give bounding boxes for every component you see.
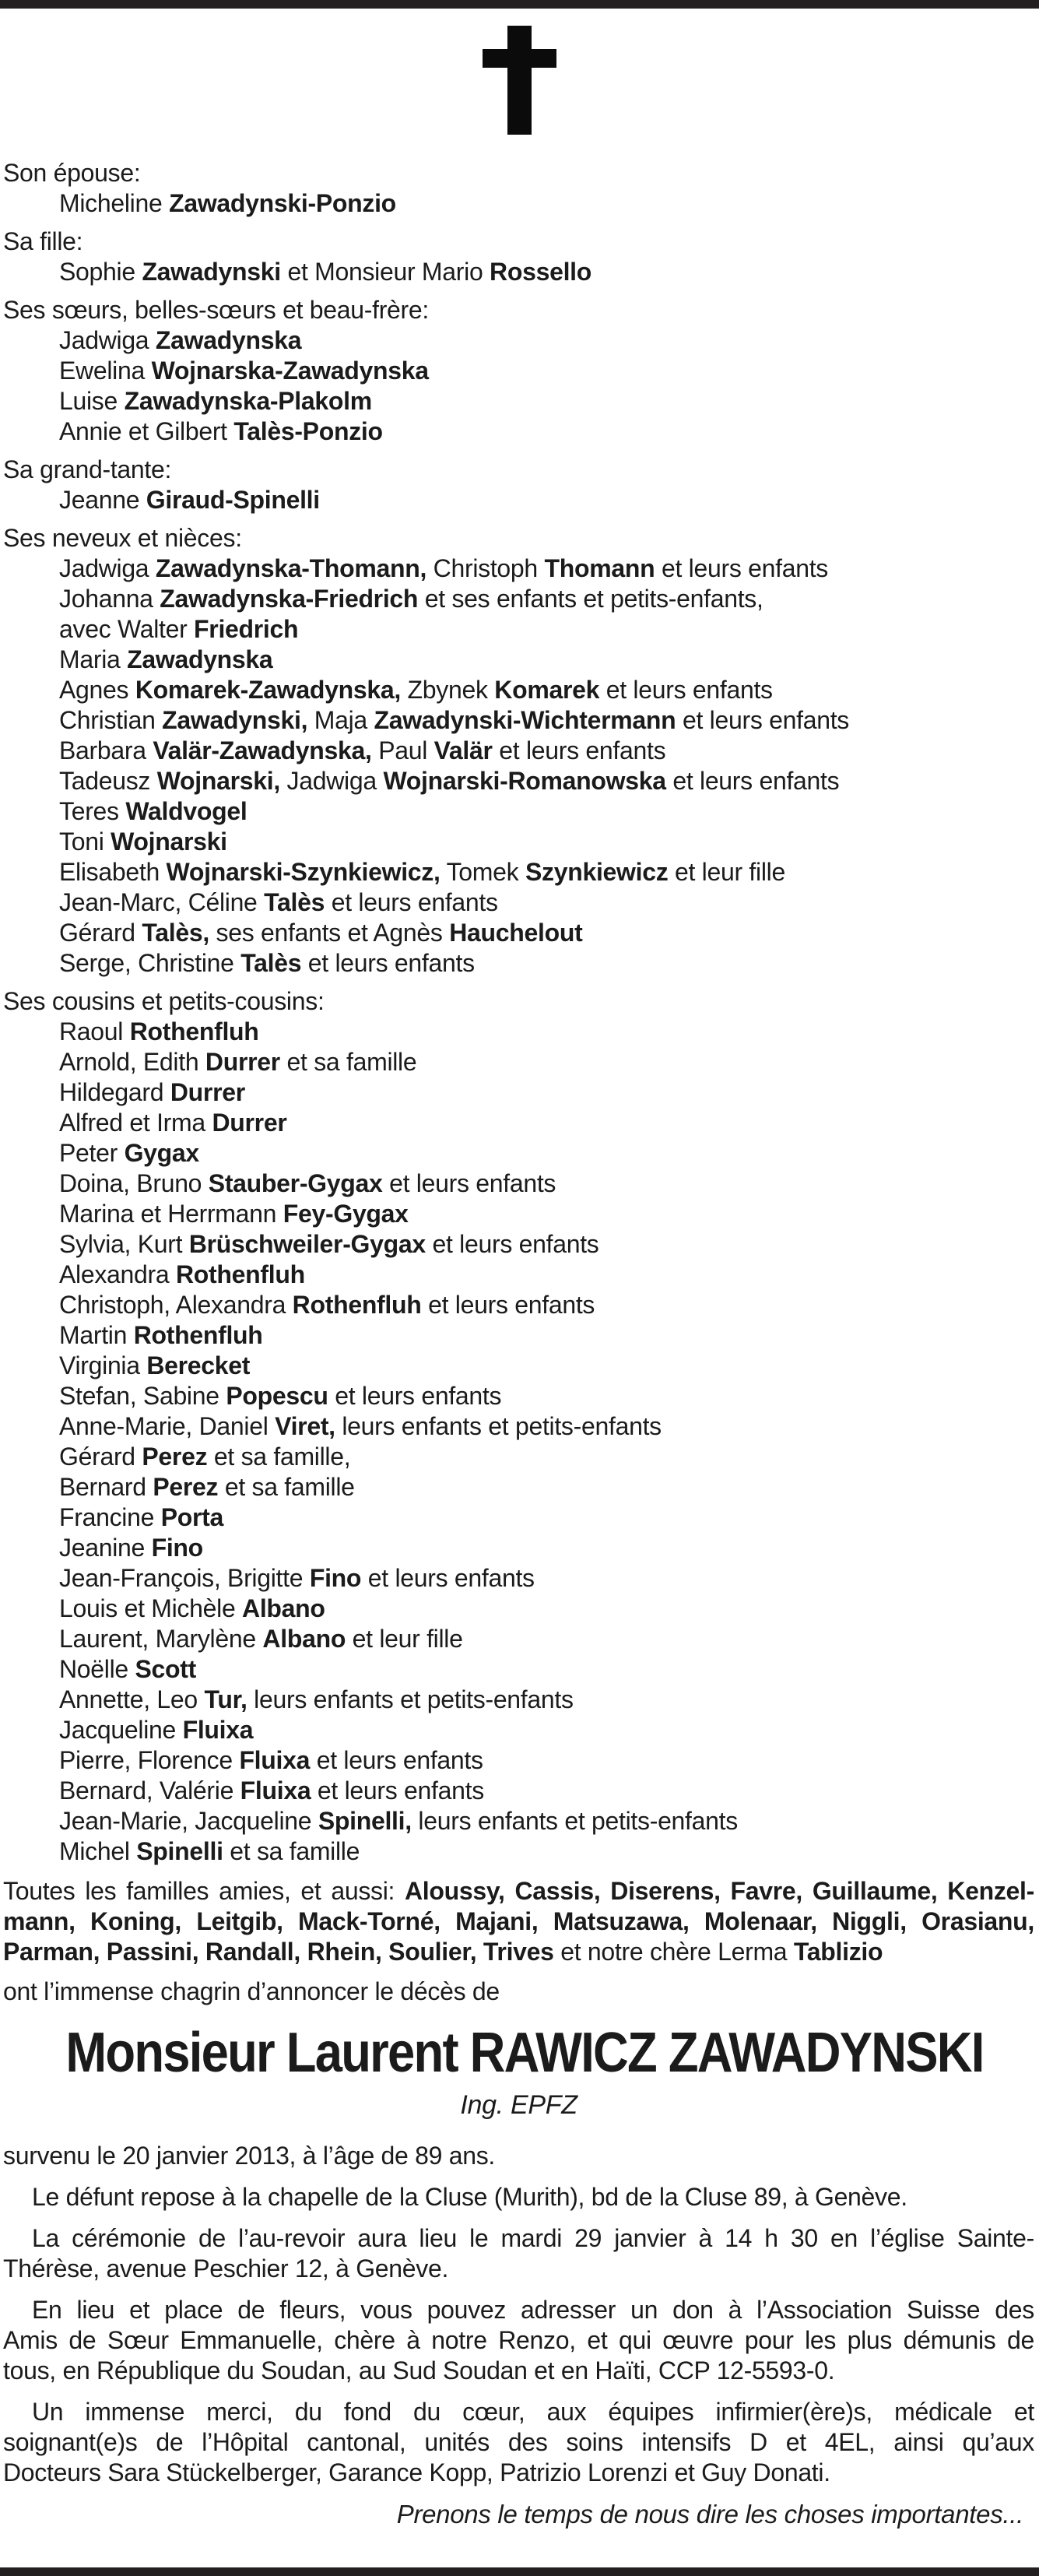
plain-text: Un immense merci, du fond du cœur, aux équipes infirmier(ère)s, médicale et (32, 2398, 1034, 2426)
paragraph-line (3, 2356, 1034, 2386)
plain-text: Alfred et Irma (59, 1109, 212, 1137)
surname-bold: Durrer (212, 1109, 287, 1137)
surname-bold: Thomann (544, 554, 655, 582)
surname-bold: Wojnarski, (156, 767, 280, 795)
plain-text: Alexandra (59, 1260, 176, 1288)
family-member-line (3, 675, 1034, 705)
family-section-header: Ses neveux et nièces: (3, 524, 242, 552)
family-member-line (3, 1047, 1034, 1077)
surname-bold: Zawadynski-Wichtermann (374, 706, 676, 734)
plain-text: et leurs enfants (492, 736, 666, 764)
plain-text: et leurs enfants (382, 1169, 556, 1197)
plain-text: et leur fille (346, 1625, 463, 1653)
plain-text: et leurs enfants (361, 1564, 535, 1592)
plain-text: Zbynek (400, 676, 495, 704)
paragraph-line (3, 2325, 1034, 2356)
plain-text: Serge, Christine (59, 949, 241, 977)
plain-text: Paul (371, 736, 434, 764)
surname-bold: Albano (242, 1594, 325, 1622)
top-border-rule (0, 0, 1039, 9)
plain-text: Gérard (59, 1443, 142, 1471)
surname-bold: Spinelli (136, 1837, 223, 1865)
plain-text: Louis et Michèle (59, 1594, 243, 1622)
surname-bold: Fey-Gygax (283, 1200, 409, 1228)
plain-text: Jadwiga (279, 767, 384, 795)
plain-text: Gérard (59, 919, 142, 947)
family-member-line (3, 1108, 1034, 1138)
plain-text: et leurs enfants (425, 1230, 599, 1258)
family-section-header: Son épouse: (3, 159, 141, 187)
surname-bold: Zawadynski-Ponzio (169, 189, 396, 217)
family-member-line (3, 485, 1034, 515)
surname-bold: Zawadynska-Thomann, (155, 554, 427, 582)
family-member-line (3, 1442, 1034, 1472)
deceased-name-text: Monsieur Laurent RAWICZ ZAWADYNSKI (65, 2022, 984, 2084)
family-member-line (3, 1411, 1034, 1442)
plain-text: Amis de Sœur Emmanuelle, chère à notre Renzo, et qui œuvre pour les plus démunis de (3, 2326, 1034, 2354)
plain-text: Jean-Marc, Céline (59, 888, 265, 916)
surname-bold: Zawadynski (142, 258, 281, 286)
surname-bold: Talès (264, 888, 325, 916)
family-member-line (3, 1533, 1034, 1563)
plain-text: Jacqueline (59, 1716, 183, 1744)
surname-bold: Gygax (124, 1139, 199, 1167)
surname-bold: Zawadynska-Plakolm (124, 387, 372, 415)
family-member-line (3, 796, 1034, 827)
plain-text: Elisabeth (59, 858, 167, 886)
plain-text: et leur fille (668, 858, 785, 886)
obituary-body (0, 9, 1039, 2567)
family-member-line (3, 356, 1034, 386)
plain-text: Stefan, Sabine (59, 1382, 226, 1410)
plain-text: et leurs enfants (655, 554, 828, 582)
cross-horizontal-beam (483, 49, 556, 68)
surname-bold: Aloussy, Cassis, Diserens, Favre, Guillaume, Kenzel- (405, 1877, 1034, 1905)
family-member-line (3, 1260, 1034, 1290)
plain-text: Hildegard (59, 1078, 170, 1106)
plain-text: ses enfants et Agnès (209, 919, 450, 947)
surname-bold: Rossello (490, 258, 592, 286)
plain-text: Peter (59, 1139, 125, 1167)
surname-bold: Friedrich (194, 615, 299, 643)
surname-bold: Rothenfluh (292, 1291, 422, 1319)
family-member-line (3, 1017, 1034, 1047)
surname-bold: Wojnarski-Romanowska (383, 767, 666, 795)
family-member-line (3, 857, 1034, 887)
family-member-line (3, 1351, 1034, 1381)
family-member-line (3, 1715, 1034, 1745)
plain-text: et ses enfants et petits-enfants, (418, 585, 763, 613)
surname-bold: Wojnarska-Zawadynska (151, 357, 429, 385)
surname-bold: Viret, (275, 1412, 335, 1440)
death-date-line: survenu le 20 janvier 2013, à l’âge de 89 ans. (3, 2142, 495, 2170)
plain-text: Sylvia, Kurt (59, 1230, 189, 1258)
plain-text: Christoph, Alexandra (59, 1291, 293, 1319)
family-member-line (3, 918, 1034, 948)
plain-text: et leurs enfants (325, 888, 498, 916)
plain-text: Le défunt repose à la chapelle de la Cluse (Murith), bd de la Cluse 89, à Genève. (32, 2183, 907, 2211)
plain-text: Johanna (59, 585, 160, 613)
family-member-line (3, 1502, 1034, 1533)
plain-text: Toutes les familles amies, et aussi: (3, 1877, 405, 1905)
plain-text: et leurs enfants (599, 676, 773, 704)
family-member-line (3, 257, 1034, 287)
family-member-line (3, 416, 1034, 447)
plain-text: Teres (59, 797, 126, 825)
family-member-line (3, 1138, 1034, 1169)
paragraph-line (3, 2458, 1034, 2488)
family-member-line (3, 1745, 1034, 1776)
plain-text: et sa famille (279, 1048, 417, 1076)
plain-text: Francine (59, 1503, 161, 1531)
plain-text: leurs enfants et petits-enfants (411, 1807, 738, 1835)
surname-bold: Rothenfluh (133, 1321, 263, 1349)
paragraph-line (3, 2254, 1034, 2284)
surname-bold: Talès (240, 949, 302, 977)
family-member-line (3, 386, 1034, 416)
surname-bold: Zawadynska (127, 645, 273, 673)
plain-text: Luise (59, 387, 125, 415)
surname-bold: mann, Koning, Leitgib, Mack-Torné, Majani, Matsuzawa, Molenaar, Niggli, Orasianu, (3, 1907, 1034, 1935)
friends-line (3, 1907, 1034, 1937)
plain-text: et sa famille, (207, 1443, 351, 1471)
surname-bold: Stauber-Gygax (208, 1169, 383, 1197)
surname-bold: Durrer (170, 1078, 245, 1106)
plain-text: Jean-François, Brigitte (59, 1564, 310, 1592)
plain-text: Jeanine (59, 1534, 152, 1562)
surname-bold: Perez (153, 1473, 219, 1501)
friends-line (3, 1876, 1034, 1907)
family-member-line (3, 1290, 1034, 1320)
plain-text: et leurs enfants (310, 1746, 483, 1774)
plain-text: Christian (59, 706, 163, 734)
paragraph-line (3, 2397, 1034, 2427)
family-member-line (3, 887, 1034, 918)
plain-text: Maria (59, 645, 128, 673)
deceased-name-title (3, 2022, 1034, 2083)
plain-text: Virginia (59, 1351, 147, 1379)
surname-bold: Tablizio (793, 1938, 883, 1966)
family-list (3, 158, 1034, 1867)
surname-bold: Wojnarski (111, 828, 227, 856)
body-paragraph (3, 2182, 1034, 2212)
paragraph-line (3, 2295, 1034, 2325)
family-section-header: Sa fille: (3, 227, 83, 255)
plain-text: tous, en République du Soudan, au Sud Soudan et en Haïti, CCP 12-5593-0. (3, 2356, 835, 2384)
plain-text: Christoph (426, 554, 545, 582)
family-member-line (3, 1685, 1034, 1715)
family-member-line (3, 325, 1034, 356)
plain-text: Agnes (59, 676, 135, 704)
family-member-line (3, 1199, 1034, 1229)
surname-bold: Durrer (205, 1048, 280, 1076)
family-section-header: Sa grand-tante: (3, 455, 172, 483)
paragraph-line (3, 2427, 1034, 2458)
family-member-line (3, 1320, 1034, 1351)
deceased-credentials: Ing. EPFZ (460, 2090, 577, 2120)
plain-text: Jadwiga (59, 326, 156, 354)
obituary-content (0, 158, 1039, 2529)
plain-text: Annie et Gilbert (59, 417, 234, 445)
plain-text: leurs enfants et petits-enfants (335, 1412, 662, 1440)
family-member-line (3, 1806, 1034, 1836)
plain-text: Thérèse, avenue Peschier 12, à Genève. (3, 2254, 449, 2283)
plain-text: Arnold, Edith (59, 1048, 205, 1076)
plain-text: Ewelina (59, 357, 152, 385)
family-member-line (3, 1836, 1034, 1867)
friends-paragraph (3, 1876, 1034, 1967)
plain-text: soignant(e)s de l’Hôpital cantonal, unités des soins intensifs D et 4EL, ainsi qu’aux (3, 2428, 1034, 2456)
plain-text: et leurs enfants (328, 1382, 502, 1410)
surname-bold: Parman, Passini, Randall, Rhein, Soulier, Trives (3, 1938, 554, 1966)
surname-bold: Talès, (142, 919, 209, 947)
friends-line (3, 1937, 1034, 1967)
plain-text: Raoul (59, 1017, 130, 1046)
paragraph-line (3, 2223, 1034, 2254)
family-member-line (3, 736, 1034, 766)
surname-bold: Valär-Zawadynska, (153, 736, 372, 764)
family-member-line (3, 766, 1034, 796)
surname-bold: Rothenfluh (176, 1260, 305, 1288)
plain-text: Jeanne (59, 486, 146, 514)
surname-bold: Giraud-Spinelli (146, 486, 320, 514)
plain-text: Toni (59, 828, 111, 856)
body-paragraph (3, 2295, 1034, 2386)
plain-text: Docteurs Sara Stückelberger, Garance Kopp, Patrizio Lorenzi et Guy Donati. (3, 2458, 830, 2486)
plain-text: Noëlle (59, 1655, 135, 1683)
surname-bold: Wojnarski-Szynkiewicz, (166, 858, 441, 886)
plain-text: Tomek (440, 858, 525, 886)
cross-vertical-beam (507, 26, 532, 135)
surname-bold: Fluixa (240, 1776, 311, 1805)
surname-bold: Fino (151, 1534, 203, 1562)
plain-text: et notre chère Lerma (553, 1938, 794, 1966)
plain-text: La cérémonie de l’au-revoir aura lieu le mardi 29 janvier à 14 h 30 en l’église Sainte- (32, 2224, 1034, 2252)
body-paragraph (3, 2223, 1034, 2284)
plain-text: leurs enfants et petits-enfants (247, 1685, 574, 1713)
surname-bold: Scott (135, 1655, 197, 1683)
plain-text: Barbara (59, 736, 153, 764)
surname-bold: Szynkiewicz (525, 858, 669, 886)
surname-bold: Komarek (494, 676, 600, 704)
plain-text: et sa famille (223, 1837, 360, 1865)
family-member-line (3, 1594, 1034, 1624)
plain-text: Doina, Bruno (59, 1169, 209, 1197)
plain-text: et leurs enfants (301, 949, 475, 977)
family-member-line (3, 614, 1034, 645)
plain-text: Anne-Marie, Daniel (59, 1412, 276, 1440)
family-member-line (3, 1472, 1034, 1502)
family-member-line (3, 827, 1034, 857)
plain-text: Michel (59, 1837, 137, 1865)
plain-text: Martin (59, 1321, 134, 1349)
family-member-line (3, 554, 1034, 584)
surname-bold: Zawadynska-Friedrich (160, 585, 419, 613)
surname-bold: Tur, (204, 1685, 247, 1713)
bottom-border-rule (0, 2567, 1039, 2576)
surname-bold: Rothenfluh (129, 1017, 259, 1046)
family-member-line (3, 1563, 1034, 1594)
surname-bold: Porta (160, 1503, 224, 1531)
surname-bold: Spinelli, (318, 1807, 412, 1835)
plain-text: Bernard (59, 1473, 153, 1501)
plain-text: Pierre, Florence (59, 1746, 240, 1774)
surname-bold: Fluixa (182, 1716, 254, 1744)
family-member-line (3, 1169, 1034, 1199)
family-member-line (3, 1381, 1034, 1411)
surname-bold: Albano (262, 1625, 346, 1653)
plain-text: Bernard, Valérie (59, 1776, 240, 1805)
family-member-line (3, 705, 1034, 736)
family-member-line (3, 1654, 1034, 1685)
plain-text: et leurs enfants (676, 706, 849, 734)
surname-bold: Brüschweiler-Gygax (188, 1230, 426, 1258)
surname-bold: Fino (309, 1564, 362, 1592)
plain-text: Tadeusz (59, 767, 157, 795)
surname-bold: Fluixa (239, 1746, 311, 1774)
plain-text: Marina et Herrmann (59, 1200, 283, 1228)
family-member-line (3, 948, 1034, 979)
plain-text: et leurs enfants (421, 1291, 595, 1319)
family-member-line (3, 645, 1034, 675)
plain-text: Jadwiga (59, 554, 156, 582)
surname-bold: Waldvogel (125, 797, 247, 825)
surname-bold: Valär (434, 736, 493, 764)
plain-text: Micheline (59, 189, 170, 217)
plain-text: et sa famille (218, 1473, 355, 1501)
surname-bold: Hauchelout (449, 919, 583, 947)
surname-bold: Komarek-Zawadynska, (135, 676, 401, 704)
plain-text: Annette, Leo (59, 1685, 205, 1713)
family-member-line (3, 1624, 1034, 1654)
family-section-header: Ses cousins et petits-cousins: (3, 987, 325, 1015)
paragraph-line (3, 2182, 1034, 2212)
surname-bold: Zawadynska (155, 326, 302, 354)
plain-text: avec Walter (59, 615, 195, 643)
family-member-line (3, 1229, 1034, 1260)
latin-cross-icon (483, 26, 556, 135)
plain-text: et leurs enfants (311, 1776, 484, 1805)
family-section-header: Ses sœurs, belles-sœurs et beau-frère: (3, 296, 429, 324)
body-paragraph (3, 2397, 1034, 2488)
surname-bold: Berecket (146, 1351, 251, 1379)
closing-quote: Prenons le temps de nous dire les choses importantes... (396, 2500, 1023, 2529)
surname-bold: Talès-Ponzio (233, 417, 383, 445)
surname-bold: Perez (142, 1443, 208, 1471)
plain-text: Laurent, Marylène (59, 1625, 263, 1653)
plain-text: et Monsieur Mario (280, 258, 490, 286)
family-member-line (3, 1776, 1034, 1806)
plain-text: et leurs enfants (665, 767, 840, 795)
family-member-line (3, 188, 1034, 219)
surname-bold: Popescu (226, 1382, 328, 1410)
plain-text: En lieu et place de fleurs, vous pouvez adresser un don à l’Association Suisse des (32, 2296, 1034, 2324)
announcement-line: ont l’immense chagrin d’annoncer le décès de (3, 1977, 500, 2005)
body-paragraphs (3, 2182, 1034, 2488)
plain-text: Jean-Marie, Jacqueline (59, 1807, 318, 1835)
plain-text: Sophie (59, 258, 142, 286)
plain-text: Maja (307, 706, 374, 734)
family-member-line (3, 1077, 1034, 1108)
family-member-line (3, 584, 1034, 614)
surname-bold: Zawadynski, (162, 706, 308, 734)
